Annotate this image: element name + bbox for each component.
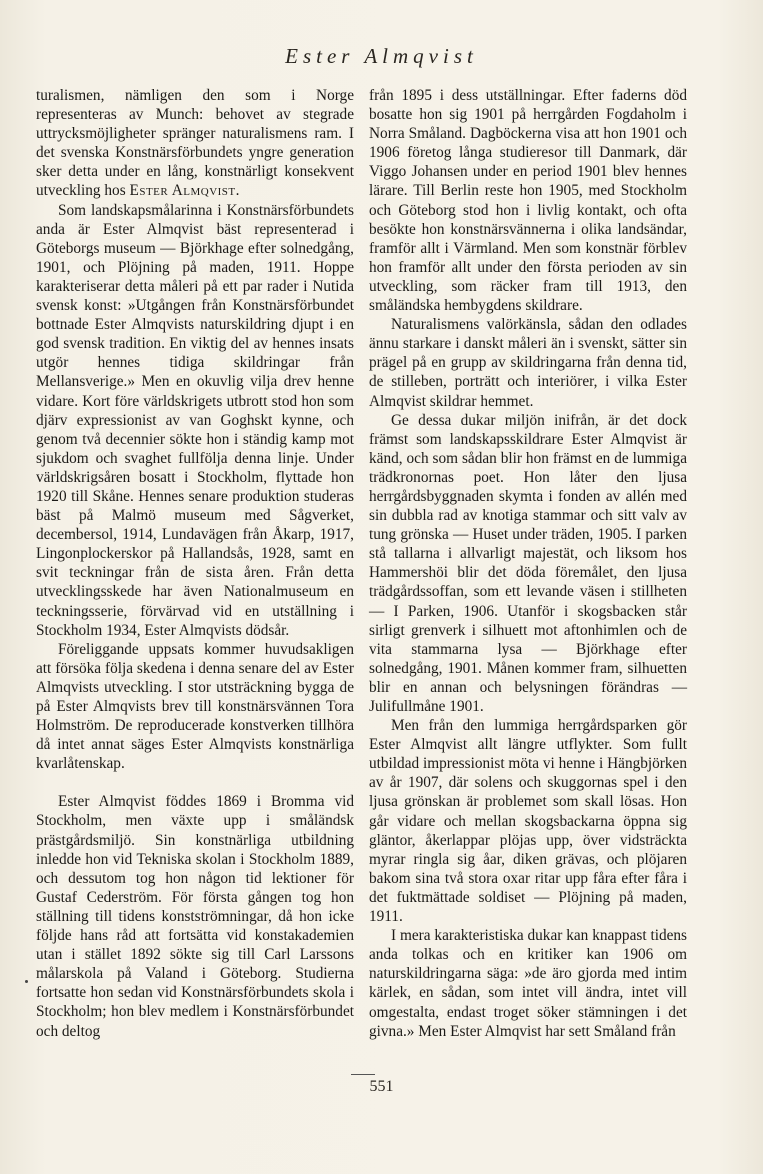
paragraph: [36, 86, 354, 201]
paragraph: Ge dessa dukar miljön inifrån, är det dock främst som landskapsskildrare Ester Almqvist är känd, och som sådan blir hon främst en de lummiga trädkronornas poet. Hon låter den ljusa herrgårdsbyggnaden skymta i fonden av allén med sin dubbla rad av knotiga stammar och sitt valv av tung grönska — Huset under träden, 1905. I parken stå tallarna i allvarligt majestät, och liksom hos Hammershöi blir det döda föremålet, den ljusa trädgårdssoffan, som ett levande väsen i stillheten — I Parken, 1906. Utanför i skogsbacken står sirligt grenverk i silhuett mot aftonhimlen och de vita stammarna lysa — Björkhage efter solnedgång, 1901. Månen kommer fram, silhuetten blir en annan och belysningen förändras — Julifullmåne 1901.: [369, 411, 687, 715]
paragraph: I mera karakteristiska dukar kan knappast tidens anda tolkas och en kritiker kan 1906 om naturskildringarna säga: »de äro gjorda med intim kärlek, en sådan, som intet vill ändra, intet vill omgestalta, endast troget söker stämningen i det givna.» Men Ester Almqvist har sett Småland från: [369, 927, 687, 1040]
paragraph: från 1895 i dess utställningar. Efter faderns död bosatte hon sig 1901 på herrgården Fogdaholm i Norra Småland. Dagböckerna visa att hon 1901 och 1906 företog långa studieresor till Danmark, där Viggo Johansen under en period 1901 blev hennes lärare. Till Berlin reste hon 1905, med Stockholm och Göteborg stod hon i livlig kontakt, och ofta besökte hon konstnärsvännerna i olika landsändar, framför allt i Värmland. Men som konstnär förblev hon framför allt under den första perioden av sin utveckling, som räcker fram till 1913, den småländska hembygdens skildrare.: [369, 87, 687, 315]
margin-mark: [25, 980, 28, 983]
paragraph: Naturalismens valörkänsla, sådan den odlades ännu starkare i danskt måleri än i svenskt, sätter sin prägel på en grupp av skildringarna från denna tid, de stilleben, porträtt och interiörer, i vilka Ester Almqvist skildrar hemmet.: [369, 316, 687, 410]
paragraph: Ester Almqvist föddes 1869 i Bromma vid Stockholm, men växte upp i småländsk prästgårdsmiljö. Sin konstnärliga utbildning inledde hon vid Tekniska skolan i Stockholm 1889, och dessutom tog hon någon tid lektioner för Gustaf Cederström. För första gången tog hon ställning till tidens konstströmningar, då hon icke följde hans råd att fortsätta vid konstakademien utan i stället 1892 sökte sig till Carl Larssons målarskola på Valand i Göteborg. Studierna fortsatte hon sedan vid Konstnärsförbundets skola i Stockholm; hon blev medlem i Konstnärsförbundet och deltog: [36, 793, 354, 1040]
paragraph: Men från den lummiga herrgårdsparken gör Ester Almqvist allt längre utflykter. Som fullt utbildad impressionist möta vi henne i Hängbjörken av år 1907, där solens och skuggornas spel i den ljusa grönskan är problemet som skall lösas. Hon går vidare och mellan skogsbackarna öppna sig gläntor, åkerlappar plöjas upp, över vidsträckta myrar ringla sig åar, diken grävas, och plöjaren bakom sina två stora oxar ritar upp fåra efter fåra i det fuktmättade soldiset — Plöjning på maden, 1911.: [369, 717, 687, 926]
artist-name: Ester Almqvist.: [129, 182, 240, 200]
left-column: [36, 86, 354, 1041]
running-header: Ester Almqvist: [285, 44, 478, 68]
paragraph: Som landskapsmålarinna i Konstnärsförbundets anda är Ester Almqvist bäst representerad i Göteborgs museum — Björkhage efter solnedgång, 1901, och Plöjning på maden, 1911. Hoppe karakteriserar detta måleri på ett par rader i Nutida svensk konst: »Utgången från Konstnärsförbundet bottnade Ester Almqvists naturskildring djupt i en god svensk tradition. En viktig del av hennes insats utgör hennes tidiga skildringar från Mellansverige.» Men en okuvlig vilja drev henne vidare. Kort före världskrigets utbrott stod hon som djärv expressionist av van Goghskt kynne, och genom två decennier sökte hon i ständig kamp mot sjukdom och svaghet fullfölja denna linje. Under världskrigsåren bosatt i Stockholm, flyttade hon 1920 till Skåne. Hennes senare produktion studeras bäst på Malmö museum med Sågverket, decembersol, 1914, Lundavägen från Åkarp, 1917, Lingonplockerskor på Hallandsås, 1928, samt en svit teckningar från de sista åren. Från detta utvecklingsskede har även Nationalmuseum en teckningsserie, förvärvad vid en utställning i Stockholm 1934, Ester Almqvists dödsår.: [36, 201, 354, 639]
footer-rule: [351, 1074, 375, 1075]
paragraph: Föreliggande uppsats kommer huvudsakligen att försöka följa skedena i denna senare del av Ester Almqvists utveckling. I stor utsträckning bygga de på Ester Almqvists brev till konstnärsvännen Tora Holmström. De reproducerade konstverken tillhöra då intet annat säges Ester Almqvists konstnärliga kvarlåtenskap.: [36, 640, 354, 773]
paragraph-text: turalismen, nämligen den som i Norge representeras av Munch: behovet av stegrade uttrycksmöjligheter spränger naturalismens ram. I det svenska Konstnärsförbundets yngre generation sker detta under en lång, konstnärligt konsekvent utveckling hos: [36, 87, 354, 200]
right-column: [369, 86, 687, 1041]
page-number: 551: [369, 1078, 394, 1095]
